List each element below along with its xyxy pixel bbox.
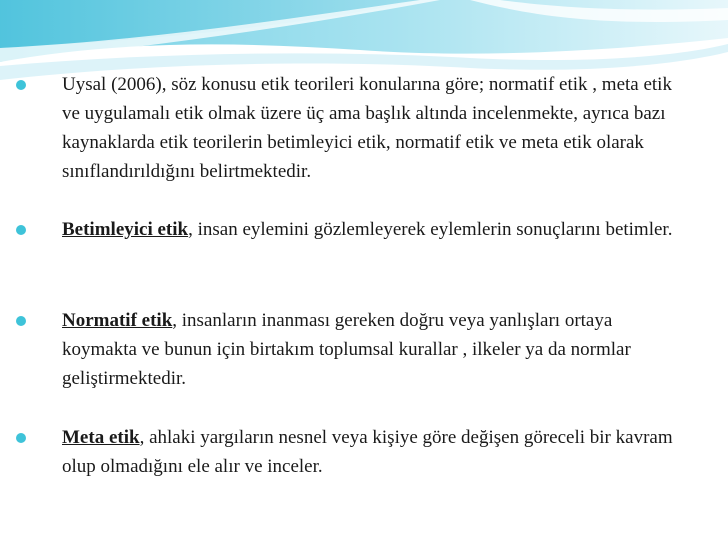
term-betimleyici-etik: Betimleyici etik [62,219,189,240]
bullet-item [38,70,688,186]
term-meta-etik: Meta etik [62,427,140,448]
bullet-item [38,423,688,481]
bullet-body: Uysal (2006), söz konusu etik teorileri konularına göre; normatif etik , meta etik ve uygulamalı etik olmak üzere üç ama başlık altında incelenmekte, ayrıca bazı kaynaklarda etik teorilerin betimleyici etik, normatif etik ve meta etik olarak sınıflandırıldığını belirtmektedir. [62,74,672,182]
bullet-item [38,215,688,244]
bullet-item [38,306,688,393]
bullet-dot-icon [16,316,26,326]
bullet-text [62,423,688,481]
bullet-text [62,70,688,186]
bullet-dot-icon [16,80,26,90]
bullet-dot-icon [16,433,26,443]
term-normatif-etik: Normatif etik [62,310,173,331]
bullet-body: , ahlaki yargıların nesnel veya kişiye göre değişen göreceli bir kavram olup olmadığını ele alır ve inceler. [62,427,673,477]
bullet-text [62,306,688,393]
bullet-text [62,215,688,244]
bullet-dot-icon [16,225,26,235]
bullet-body: , insanların inanması gereken doğru veya yanlışları ortaya koymakta ve bunun için birtakım toplumsal kurallar , ilkeler ya da normlar geliştirmektedir. [62,310,631,389]
bullet-body: , insan eylemini gözlemleyerek eylemlerin sonuçlarını betimler. [188,219,673,240]
